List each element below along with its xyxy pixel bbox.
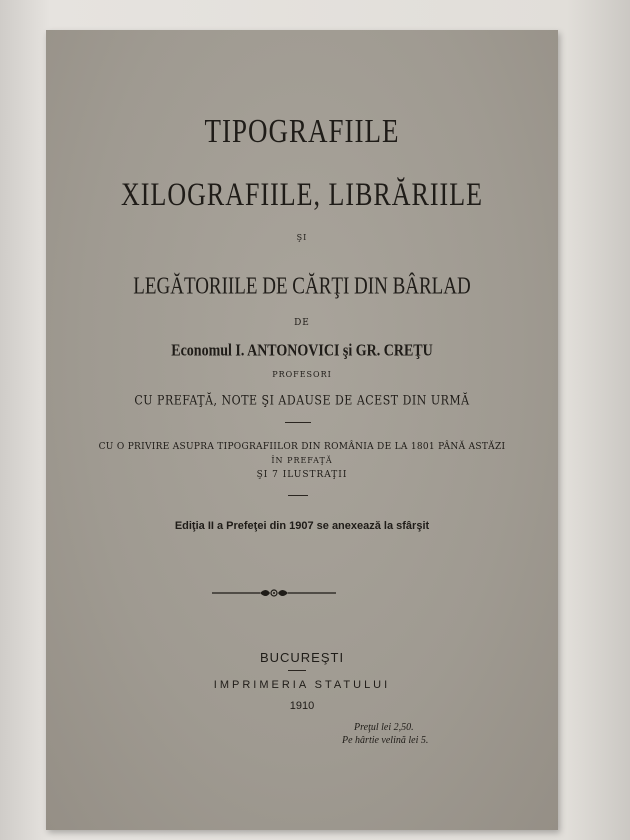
authors: Economul I. ANTONOVICI şi GR. CREŢU [171, 342, 433, 361]
publication-year: 1910 [289, 700, 315, 712]
publication-city: BUCUREŞTI [259, 650, 345, 665]
author-by: DE [294, 318, 310, 328]
title-line-1: TIPOGRAFIILE [204, 112, 400, 150]
title-line-2: XILOGRAFIILE, LIBRĂRIILE [121, 176, 483, 213]
divider-dash-2 [288, 495, 308, 496]
divider-dash-1 [285, 422, 311, 423]
printer-name: IMPRIMERIA STATULUI [213, 679, 391, 691]
price-line-1: Preţul lei 2,50. [354, 722, 414, 733]
authors-role: PROFESORI [272, 370, 332, 379]
book-cover [46, 30, 558, 830]
title-conjunction: ŞI [296, 233, 308, 242]
illustrations-note: ŞI 7 ILUSTRAŢII [256, 470, 348, 480]
edition-note: Ediţia II a Prefeţei din 1907 se anexează la sfârşit [174, 520, 430, 532]
price-line-2: Pe hârtie velină lei 5. [342, 735, 429, 746]
title-line-3: LEGĂTORIILE DE CĂRŢI DIN BÂRLAD [133, 273, 471, 300]
overview-line-2: ÎN PREFAŢĂ [271, 456, 333, 465]
fleuron-divider-icon [212, 586, 336, 600]
divider-dash-3 [288, 670, 306, 671]
overview-line-1: CU O PRIVIRE ASUPRA TIPOGRAFIILOR DIN ROMÂNIA DE LA 1801 PÂNĂ ASTĂZI [98, 442, 506, 452]
preface-note: CU PREFAŢĂ, NOTE ŞI ADAUSE DE ACEST DIN URMĂ [134, 392, 470, 409]
